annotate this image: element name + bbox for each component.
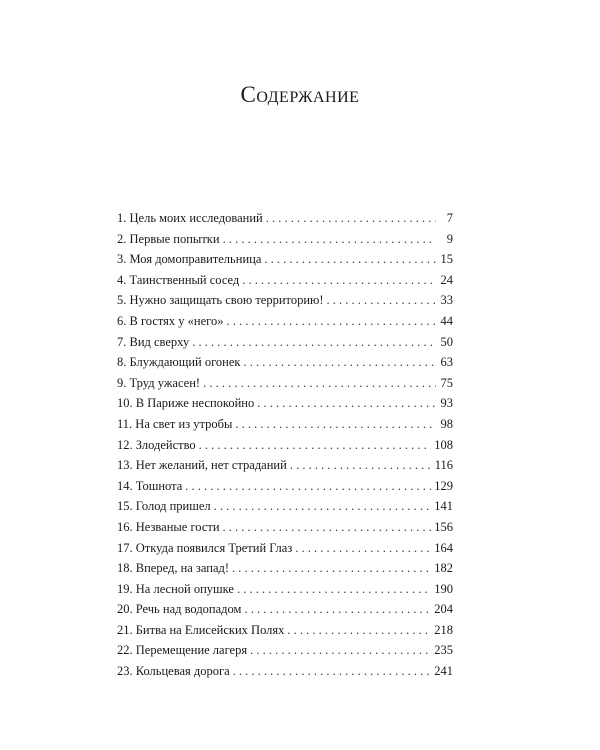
toc-entry-title: 15. Голод пришел (117, 499, 211, 514)
toc-entry-title: 20. Речь над водопадом (117, 602, 242, 617)
toc-entry-title: 4. Таинственный сосед (117, 272, 240, 287)
toc-leader-dots (290, 455, 432, 476)
toc-entry-page-number: 9 (446, 231, 453, 246)
toc-entry (117, 599, 453, 620)
toc-entry-page-number: 33 (440, 293, 453, 308)
toc-entry-title: 13. Нет желаний, нет страданий (117, 458, 287, 473)
toc-leader-dots (232, 558, 431, 579)
toc-entry (117, 311, 453, 332)
toc-entry (117, 249, 453, 270)
toc-entry (117, 208, 453, 229)
toc-entry-page-number: 218 (434, 622, 453, 637)
toc-leader-dots (257, 393, 436, 414)
toc-entry-title: 12. Злодейство (117, 437, 196, 452)
toc-entry (117, 579, 453, 600)
toc-entry-title: 9. Труд ужасен! (117, 375, 201, 390)
toc-entry-title: 22. Перемещение лагеря (117, 643, 248, 658)
toc-entry (117, 661, 453, 682)
toc-entry-title: 17. Откуда появился Третий Глаз (117, 540, 293, 555)
toc-leader-dots (327, 290, 436, 311)
toc-leader-dots (199, 435, 432, 456)
toc-entry-title: 7. Вид сверху (117, 334, 190, 349)
toc-entry (117, 620, 453, 641)
toc-entry-page-number: 15 (440, 252, 453, 267)
toc-entry-title: 8. Блуждающий огонек (117, 355, 241, 370)
toc-entry-title: 10. В Париже неспокойно (117, 396, 255, 411)
toc-entry (117, 558, 453, 579)
toc-entry-title: 3. Моя домоправительница (117, 252, 262, 267)
toc-entry-title: 23. Кольцевая дорога (117, 664, 230, 679)
toc-entry-page-number: 63 (440, 355, 453, 370)
toc-entry-title: 18. Вперед, на запад! (117, 561, 230, 576)
toc-entry-page-number: 108 (434, 437, 453, 452)
toc-leader-dots (233, 661, 432, 682)
toc-entry (117, 496, 453, 517)
toc-entry-page-number: 190 (434, 581, 453, 596)
toc-entry-page-number: 182 (434, 561, 453, 576)
toc-entry-page-number: 93 (440, 396, 453, 411)
toc-leader-dots (250, 640, 431, 661)
toc-leader-dots (192, 332, 436, 353)
toc-leader-dots (223, 517, 432, 538)
toc-leader-dots (244, 599, 431, 620)
toc-entry-page-number: 50 (440, 334, 453, 349)
toc-entry (117, 476, 453, 497)
toc-entry-page-number: 164 (434, 540, 453, 555)
toc-entry-page-number: 156 (434, 519, 453, 534)
page-title: Содержание (240, 82, 360, 107)
toc-entry-page-number: 116 (434, 458, 453, 473)
toc-entry-title: 5. Нужно защищать свою территорию! (117, 293, 324, 308)
toc-entry (117, 517, 453, 538)
toc-entry-title: 16. Незваные гости (117, 519, 220, 534)
toc-leader-dots (203, 373, 436, 394)
toc-leader-dots (227, 311, 437, 332)
toc-entry-title: 14. Тошнота (117, 478, 183, 493)
toc-entry (117, 352, 453, 373)
toc-entry (117, 332, 453, 353)
toc-leader-dots (264, 249, 436, 270)
toc-entry-title: 6. В гостях у «него» (117, 313, 224, 328)
toc-leader-dots (242, 270, 436, 291)
toc-entry (117, 640, 453, 661)
toc-entry-page-number: 98 (440, 416, 453, 431)
toc-entry-page-number: 44 (440, 313, 453, 328)
toc-entry-title: 1. Цель моих исследований (117, 211, 263, 225)
toc-entry (117, 393, 453, 414)
toc-entry-page-number: 141 (434, 499, 453, 514)
toc-leader-dots (237, 579, 431, 600)
toc-entry-page-number: 24 (440, 272, 453, 287)
toc-entry-page-number: 235 (434, 643, 453, 658)
toc-entry-page-number: 75 (440, 375, 453, 390)
toc-entry (117, 270, 453, 291)
toc-entry (117, 435, 453, 456)
toc-entry (117, 290, 453, 311)
toc-entry-title: 11. На свет из утробы (117, 416, 233, 431)
toc-entry-title: 2. Первые попытки (117, 231, 220, 246)
toc-entry (117, 538, 453, 559)
toc-leader-dots (185, 476, 431, 497)
toc-entry-title: 21. Битва на Елисейских Полях (117, 622, 285, 637)
toc-entry (117, 373, 453, 394)
toc-entry-title: 19. На лесной опушке (117, 581, 234, 596)
toc-leader-dots (243, 352, 436, 373)
toc-leader-dots (287, 620, 431, 641)
toc-leader-dots (266, 208, 436, 229)
toc-entry (117, 414, 453, 435)
toc-entry-page-number: 241 (434, 664, 453, 679)
toc-entry (117, 455, 453, 476)
toc-entry-page-number: 7 (446, 211, 453, 225)
toc-leader-dots (214, 496, 432, 517)
toc-leader-dots (295, 538, 431, 559)
toc-leader-dots (235, 414, 436, 435)
toc-entry-page-number: 204 (434, 602, 453, 617)
toc-leader-dots (223, 229, 436, 250)
table-of-contents (117, 208, 453, 682)
toc-entry-page-number: 129 (434, 478, 453, 493)
toc-entry (117, 229, 453, 250)
